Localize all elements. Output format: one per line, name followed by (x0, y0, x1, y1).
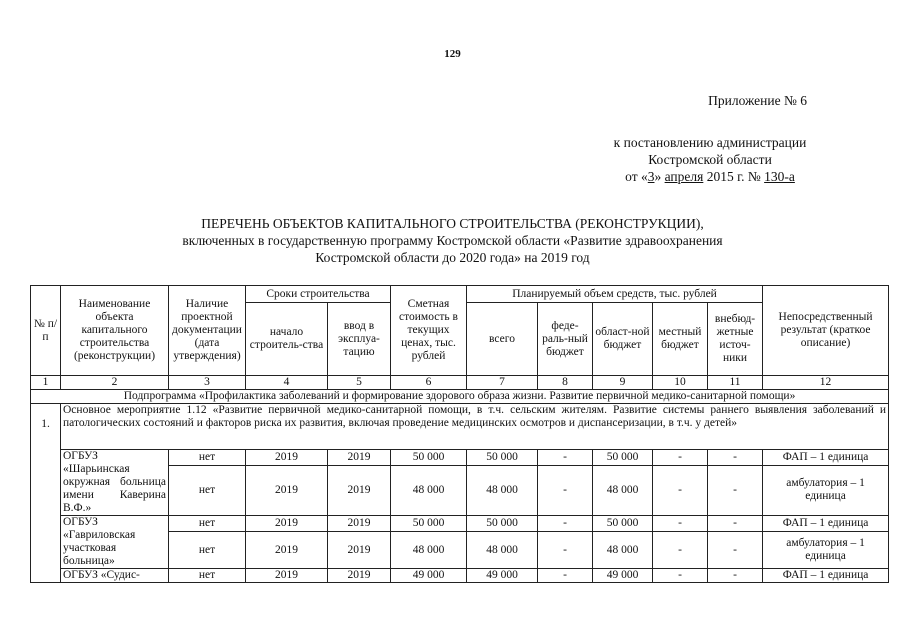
cell-extrabudget: - (708, 516, 763, 532)
cell-cost: 49 000 (391, 569, 467, 583)
cell-total: 50 000 (467, 450, 538, 466)
decree-line-1: к постановлению администрации (613, 135, 807, 150)
cell-regional: 50 000 (593, 450, 653, 466)
cell-federal: - (538, 532, 593, 569)
subprogram-row: Подпрограмма «Профилактика заболеваний и формирование здорового образа жизни. Развитие первичной медико-санитарной помощи» (31, 390, 889, 404)
cell-result: амбулатория – 1 единица (763, 532, 889, 569)
object-name: ОГБУЗ «Судис- (61, 569, 169, 583)
cell-commission: 2019 (328, 532, 391, 569)
cell-total: 50 000 (467, 516, 538, 532)
object-name: ОГБУЗ «Гавриловская участковая больница» (61, 516, 169, 569)
cell-extrabudget: - (708, 569, 763, 583)
header-docs: Наличие проектной документации (дата утверждения) (169, 286, 246, 376)
header-start: начало строитель-ства (246, 303, 328, 376)
title-line-1: ПЕРЕЧЕНЬ ОБЪЕКТОВ КАПИТАЛЬНОГО СТРОИТЕЛЬСТВА (РЕКОНСТРУКЦИИ), (201, 216, 704, 231)
cell-regional: 48 000 (593, 465, 653, 515)
cell-local: - (653, 450, 708, 466)
cell-federal: - (538, 569, 593, 583)
decree-date-prefix: от « (625, 169, 648, 184)
table-row (31, 450, 889, 466)
cell-extrabudget: - (708, 465, 763, 515)
col-number: 8 (538, 376, 593, 390)
cell-extrabudget: - (708, 450, 763, 466)
decree-day: 3 (647, 169, 655, 184)
cell-start: 2019 (246, 465, 328, 515)
cell-cost: 50 000 (391, 450, 467, 466)
cell-commission: 2019 (328, 450, 391, 466)
page-number: 129 (444, 48, 461, 60)
cell-local: - (653, 465, 708, 515)
col-number: 1 (31, 376, 61, 390)
cell-extrabudget: - (708, 532, 763, 569)
cell-docs: нет (169, 532, 246, 569)
cell-cost: 50 000 (391, 516, 467, 532)
cell-commission: 2019 (328, 516, 391, 532)
cell-cost: 48 000 (391, 532, 467, 569)
cell-federal: - (538, 465, 593, 515)
col-number: 5 (328, 376, 391, 390)
cell-local: - (653, 516, 708, 532)
col-number: 7 (467, 376, 538, 390)
cell-start: 2019 (246, 532, 328, 569)
decree-date-line (560, 168, 860, 185)
header-extrabudget: внебюд-жетные источ-ники (708, 303, 763, 376)
cell-cost: 48 000 (391, 465, 467, 515)
col-number: 12 (763, 376, 889, 390)
header-total: всего (467, 303, 538, 376)
cell-docs: нет (169, 516, 246, 532)
header-federal: феде-раль-ный бюджет (538, 303, 593, 376)
cell-result: ФАП – 1 единица (763, 516, 889, 532)
decree-number: 130-а (764, 169, 795, 184)
cell-local: - (653, 532, 708, 569)
cell-commission: 2019 (328, 569, 391, 583)
decree-block (560, 134, 860, 185)
cell-local: - (653, 569, 708, 583)
cell-federal: - (538, 450, 593, 466)
cell-total: 49 000 (467, 569, 538, 583)
header-result: Непосредственный результат (краткое описание) (763, 286, 889, 376)
decree-line-2: Костромской области (648, 152, 772, 167)
header-planned: Планируемый объем средств, тыс. рублей (467, 286, 763, 303)
col-number: 9 (593, 376, 653, 390)
decree-month: апреля (664, 169, 704, 184)
col-number: 6 (391, 376, 467, 390)
table-row (31, 516, 889, 532)
title-line-2: включенных в государственную программу Костромской области «Развитие здравоохранения (182, 233, 723, 248)
cell-commission: 2019 (328, 465, 391, 515)
header-regional: област-ной бюджет (593, 303, 653, 376)
col-number: 10 (653, 376, 708, 390)
decree-date-year: 2015 г. № (703, 169, 765, 184)
col-number: 3 (169, 376, 246, 390)
header-commission: ввод в эксплуа-тацию (328, 303, 391, 376)
cell-docs: нет (169, 450, 246, 466)
cell-total: 48 000 (467, 532, 538, 569)
header-num: № п/п (31, 286, 61, 376)
col-number: 2 (61, 376, 169, 390)
header-terms: Сроки строительства (246, 286, 391, 303)
main-activity-text: Основное мероприятие 1.12 «Развитие первичной медико-санитарной помощи, в т.ч. сельским жителям. Развитие системы раннего выявления заболеваний и патологических состояний и факторов риска их развития, включая проведение медицинских осмотров и диспансеризации, в т.ч. у детей» (61, 404, 889, 450)
main-activity-number: 1. (31, 404, 61, 583)
cell-docs: нет (169, 465, 246, 515)
object-name: ОГБУЗ «Шарьинская окружная больница имени Каверина В.Ф.» (61, 450, 169, 516)
cell-regional: 49 000 (593, 569, 653, 583)
cell-total: 48 000 (467, 465, 538, 515)
cell-federal: - (538, 516, 593, 532)
header-local: местный бюджет (653, 303, 708, 376)
header-cost: Сметная стоимость в текущих ценах, тыс. рублей (391, 286, 467, 376)
table-row (31, 569, 889, 583)
cell-start: 2019 (246, 569, 328, 583)
title-line-3: Костромской области до 2020 года» на 2019 год (315, 250, 590, 265)
cell-docs: нет (169, 569, 246, 583)
cell-result: ФАП – 1 единица (763, 450, 889, 466)
appendix-label: Приложение № 6 (708, 93, 807, 108)
document-title (0, 215, 905, 266)
cell-regional: 48 000 (593, 532, 653, 569)
col-number: 11 (708, 376, 763, 390)
cell-start: 2019 (246, 516, 328, 532)
cell-start: 2019 (246, 450, 328, 466)
objects-table (30, 285, 889, 583)
col-number: 4 (246, 376, 328, 390)
cell-result: ФАП – 1 единица (763, 569, 889, 583)
cell-regional: 50 000 (593, 516, 653, 532)
header-name: Наименование объекта капитального строительства (реконструкции) (61, 286, 169, 376)
decree-date-mid: » (654, 169, 665, 184)
cell-result: амбулатория – 1 единица (763, 465, 889, 515)
